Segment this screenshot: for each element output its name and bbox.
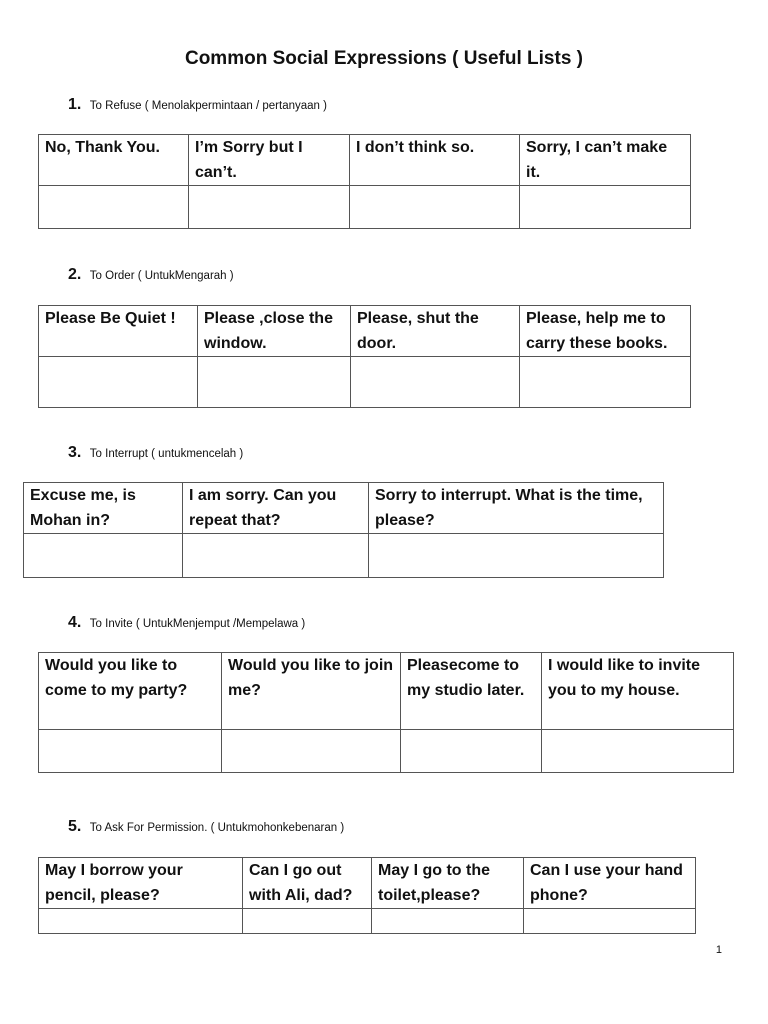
expression-cell: I don’t think so. xyxy=(350,135,520,186)
expression-cell: Would you like to come to my party? xyxy=(39,653,222,730)
section-label: To Order ( UntukMengarah ) xyxy=(89,270,234,282)
expressions-table-interrupt xyxy=(23,482,664,578)
answer-cell xyxy=(372,909,524,934)
expression-cell: Please ,close the window. xyxy=(198,306,351,357)
answer-cell xyxy=(351,357,520,408)
section-heading-invite xyxy=(68,614,305,632)
expressions-table-permission xyxy=(38,857,696,934)
section-number: 1. xyxy=(68,96,82,113)
expression-cell: Can I go out with Ali, dad? xyxy=(243,858,372,909)
section-label: To Refuse ( Menolakpermintaan / pertanyaan ) xyxy=(89,100,327,112)
expressions-table-refuse xyxy=(38,134,691,229)
expression-cell: Sorry to interrupt. What is the time, please? xyxy=(369,483,664,534)
section-number: 3. xyxy=(68,444,82,461)
section-number: 5. xyxy=(68,818,82,835)
answer-cell xyxy=(39,186,189,229)
answer-cell xyxy=(524,909,696,934)
expression-cell: Please, shut the door. xyxy=(351,306,520,357)
answer-cell xyxy=(369,534,664,578)
section-heading-permission xyxy=(68,818,344,836)
expression-cell: I’m Sorry but I can’t. xyxy=(189,135,350,186)
answer-cell xyxy=(520,357,691,408)
answer-cell xyxy=(189,186,350,229)
answer-cell xyxy=(243,909,372,934)
answer-cell xyxy=(222,730,401,773)
expression-cell: No, Thank You. xyxy=(39,135,189,186)
answer-cell xyxy=(542,730,734,773)
expression-cell: May I go to the toilet,please? xyxy=(372,858,524,909)
answer-cell xyxy=(183,534,369,578)
page-number: 1 xyxy=(715,944,722,956)
answer-cell xyxy=(39,909,243,934)
answer-cell xyxy=(520,186,691,229)
answer-cell xyxy=(39,730,222,773)
section-heading-refuse xyxy=(68,96,327,114)
answer-cell xyxy=(401,730,542,773)
section-number: 4. xyxy=(68,614,82,631)
answer-cell xyxy=(198,357,351,408)
expressions-table-order xyxy=(38,305,691,408)
expression-cell: I would like to invite you to my house. xyxy=(542,653,734,730)
page-title: Common Social Expressions ( Useful Lists ) xyxy=(184,48,584,69)
section-heading-order xyxy=(68,266,234,284)
expression-cell: I am sorry. Can you repeat that? xyxy=(183,483,369,534)
section-label: To Invite ( UntukMenjemput /Mempelawa ) xyxy=(89,618,306,630)
answer-cell xyxy=(39,357,198,408)
expression-cell: Pleasecome to my studio later. xyxy=(401,653,542,730)
expression-cell: Please, help me to carry these books. xyxy=(520,306,691,357)
answer-cell xyxy=(350,186,520,229)
section-label: To Ask For Permission. ( Untukmohonkebenaran ) xyxy=(89,822,345,834)
expression-cell: Would you like to join me? xyxy=(222,653,401,730)
section-number: 2. xyxy=(68,266,82,283)
section-label: To Interrupt ( untukmencelah ) xyxy=(89,448,244,460)
expression-cell: May I borrow your pencil, please? xyxy=(39,858,243,909)
section-heading-interrupt xyxy=(68,444,243,462)
expression-cell: Please Be Quiet ! xyxy=(39,306,198,357)
expression-cell: Can I use your hand phone? xyxy=(524,858,696,909)
answer-cell xyxy=(24,534,183,578)
expressions-table-invite xyxy=(38,652,734,773)
expression-cell: Sorry, I can’t make it. xyxy=(520,135,691,186)
expression-cell: Excuse me, is Mohan in? xyxy=(24,483,183,534)
